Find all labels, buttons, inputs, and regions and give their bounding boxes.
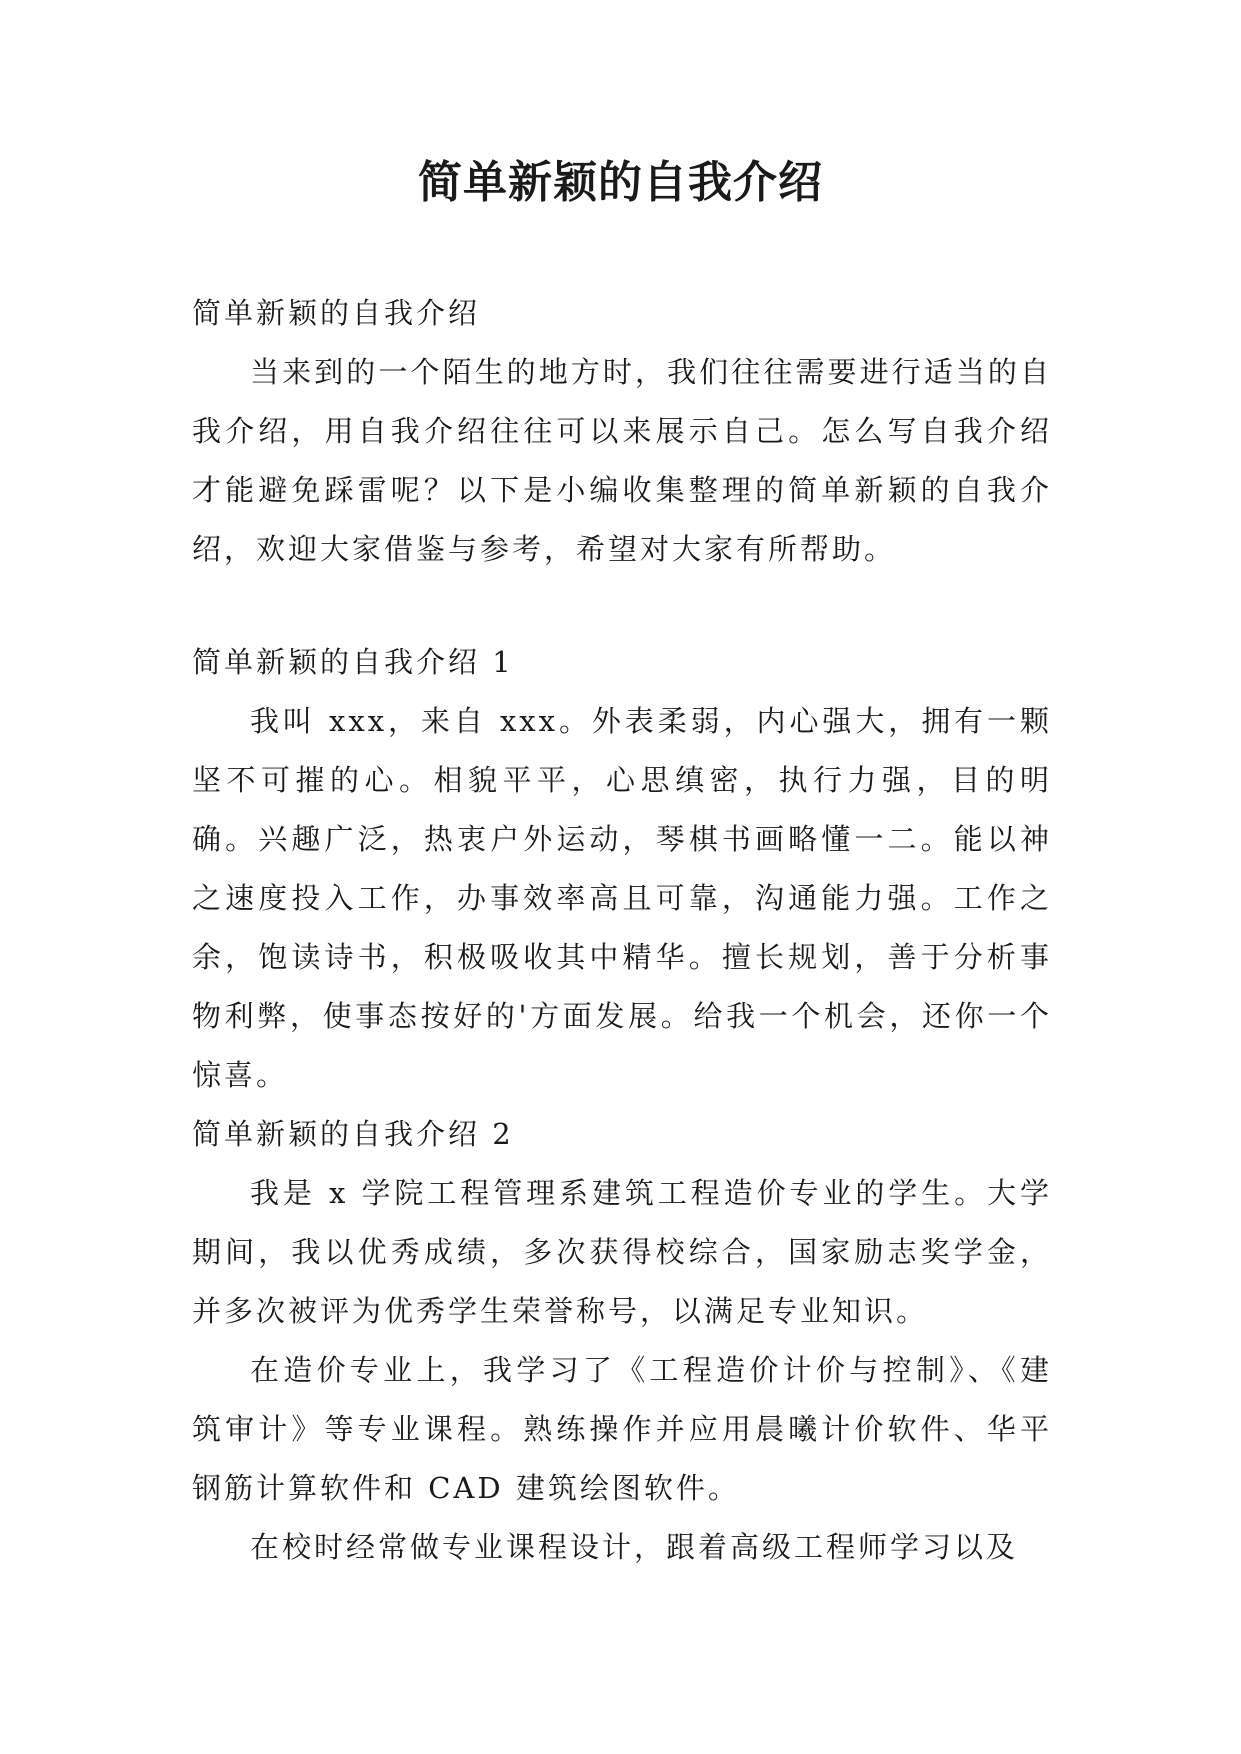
section-2-paragraph-1: 我是 x 学院工程管理系建筑工程造价专业的学生。大学期间，我以优秀成绩，多次获得校综合，国家励志奖学金，并多次被评为优秀学生荣誉称号，以满足专业知识。 [192, 1176, 1052, 1328]
page-title: 简单新颖的自我介绍 [418, 157, 823, 208]
intro-heading: 简单新颖的自我介绍 [192, 296, 481, 330]
section-2-paragraph-2: 在造价专业上，我学习了《工程造价计价与控制》、《建筑审计》等专业课程。熟练操作并应用晨曦计价软件、华平钢筋计算软件和 CAD 建筑绘图软件。 [192, 1353, 1052, 1505]
document-body [192, 284, 1052, 1577]
intro-paragraph: 当来到的一个陌生的地方时，我们往往需要进行适当的自我介绍，用自我介绍往往可以来展示自己。怎么写自我介绍才能避免踩雷呢？以下是小编收集整理的简单新颖的自我介绍，欢迎大家借鉴与参考，希望对大家有所帮助。 [192, 355, 1052, 566]
section-2-heading: 简单新颖的自我介绍 2 [192, 1117, 514, 1151]
section-2-paragraph-3: 在校时经常做专业课程设计，跟着高级工程师学习以及 [250, 1530, 1019, 1564]
section-1-paragraph: 我叫 xxx，来自 xxx。外表柔弱，内心强大，拥有一颗坚不可摧的心。相貌平平，心思缜密，执行力强，目的明确。兴趣广泛，热衷户外运动，琴棋书画略懂一二。能以神之速度投入工作，办事效率高且可靠，沟通能力强。工作之余，饱读诗书，积极吸收其中精华。擅长规划，善于分析事物利弊，使事态按好的'方面发展。给我一个机会，还你一个惊喜。 [192, 704, 1052, 1092]
section-1-heading: 简单新颖的自我介绍 1 [192, 645, 514, 679]
section-spacer [192, 579, 1052, 633]
